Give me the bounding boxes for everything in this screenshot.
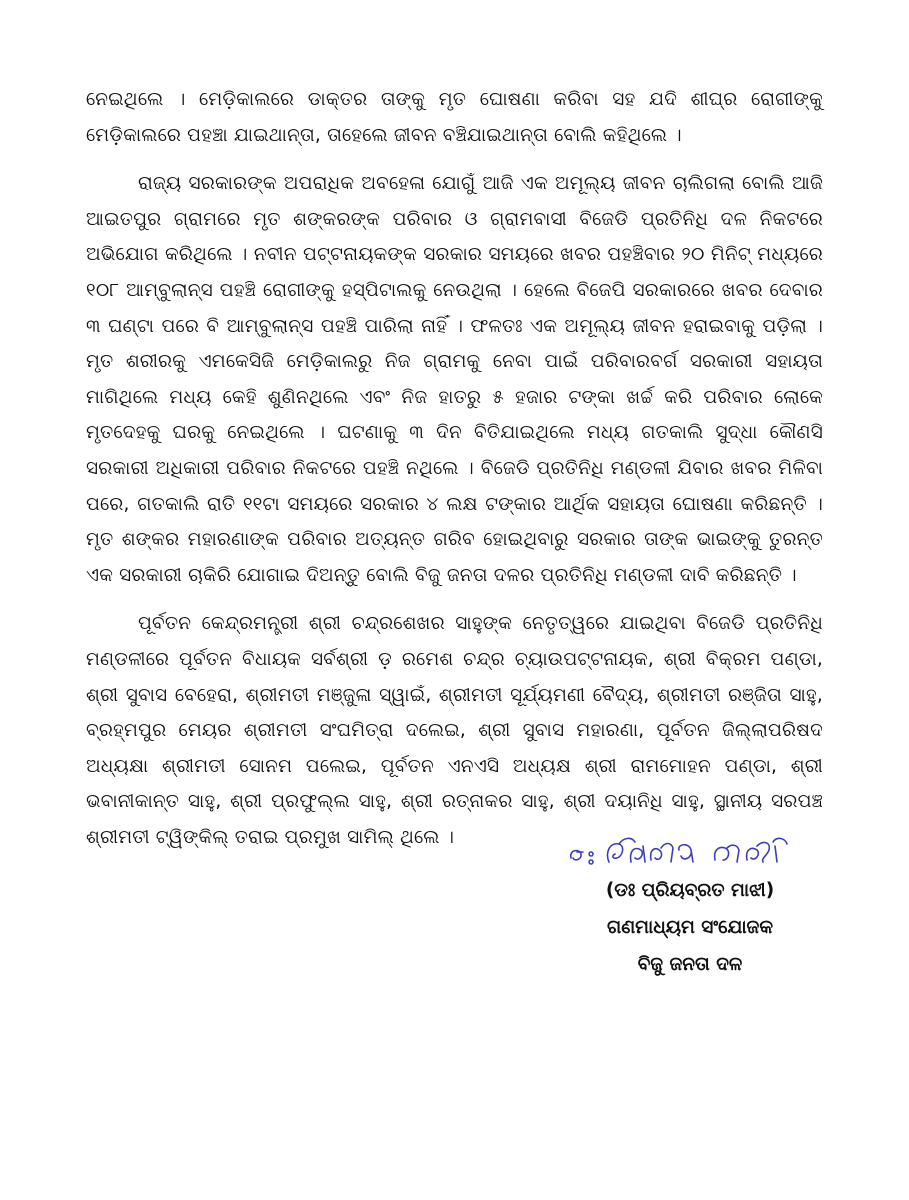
paragraph-main: ରାଜ୍ୟ ସରକାରଙ୍କ ଅପରାଧିକ ଅବହେଳା ଯୋଗୁଁ ଆଜି ଏକ ଅମୂଲ୍ୟ ଜୀବନ ଚାଲିଗଲା ବୋଲି ଆଜି ଆଇତପୁର ଗ୍ରାମରେ ମୃତ ଶଙ୍କରଙ୍କ ପରିବାର ଓ ଗ୍ରାମବାସୀ ବିଜେଡି ପ୍ରତିନିଧି ଦଳ ନିକଟରେ ଅଭିଯୋଗ କରିଥିଲେ । ନବୀନ ପଟ୍ଟନାୟକଙ୍କ ସରକାର ସମୟରେ ଖବର ପହଞ୍ଚିବାର ୨୦ ମିନିଟ୍ ମଧ୍ୟରେ ୧୦୮ ଆମ୍ବୁଲାନ୍ସ ପହଞ୍ଚି ରୋଗୀଙ୍କୁ ହସ୍ପିଟାଲକୁ ନେଉଥିଲା । ହେଲେ ବିଜେପି ସରକାରରେ ଖବର ଦେବାର ୩ ଘଣ୍ଟା ପରେ ବି ଆମ୍ବୁଲାନ୍ସ ପହଞ୍ଚି ପାରିଲା ନାହିଁ । ଫଳତଃ ଏକ ଅମୂଲ୍ୟ ଜୀବନ ହରାଇବାକୁ ପଡ଼ିଲା । ମୃତ ଶରୀରକୁ ଏମକେସିଜି ମେଡ଼ିକାଲରୁ ନିଜ ଗ୍ରାମକୁ ନେବା ପାଇଁ ପରିବାରବର୍ଗ ସରକାରୀ ସହାୟତା ମାଗିଥିଲେ ମଧ୍ୟ କେହି ଶୁଣିନଥିଲେ ଏବଂ ନିଜ ହାତରୁ ୫ ହଜାର ଟଙ୍କା ଖର୍ଚ୍ଚ କରି ପରିବାର ଲୋକେ ମୃତଦେହକୁ ଘରକୁ ନେଇଥିଲେ । ଘଟଣାକୁ ୩ ଦିନ ବିତିଯାଇଥିଲେ ମଧ୍ୟ ଗତକାଲି ସୁଦ୍ଧା କୌଣସି ସରକାରୀ ଅଧିକାରୀ ପରିବାର ନିକଟରେ ପହଞ୍ଚି ନଥିଲେ । ବିଜେଡି ପ୍ରତିନିଧି ମଣ୍ଡଳୀ ଯିବାର ଖବର ମିଳିବା ପରେ, ଗତକାଲି ରାତି ୧୧ଟା ସମୟରେ ସରକାର ୪ ଲକ୍ଷ ଟଙ୍କାର ଆର୍ଥିକ ସହାୟତା ଘୋଷଣା କରିଛନ୍ତି । ମୃତ ଶଙ୍କର ମହାରଣାଙ୍କ ପରିବାର ଅତ୍ୟନ୍ତ ଗରିବ ହୋଇଥିବାରୁ ସରକାର ତାଙ୍କ ଭାଇଙ୍କୁ ତୁରନ୍ତ ଏକ ସରକାରୀ ଚାକିରି ଯୋଗାଇ ଦିଅନ୍ତୁ ବୋଲି ବିଜୁ ଜନତା ଦଳର ପ୍ରତିନିଧି ମଣ୍ଡଳୀ ଦାବି କରିଛନ୍ତି । [86, 173, 823, 586]
handwritten-signature [565, 828, 795, 876]
signatory-block [560, 872, 820, 983]
signatory-name: (ଡଃ ପ୍ରିୟବ୍ରତ ମାଝୀ) [605, 880, 775, 901]
signatory-designation: ଗଣମାଧ୍ୟମ ସଂଯୋଜକ [606, 917, 774, 938]
signatory-organization: ବିଜୁ ଜନତା ଦଳ [637, 954, 743, 975]
paragraph-delegation: ପୂର୍ବତନ କେନ୍ଦ୍ରମନ୍ତ୍ରୀ ଶ୍ରୀ ଚନ୍ଦ୍ରଶେଖର ସାହୁଙ୍କ ନେତୃତ୍ୱରେ ଯାଇଥିବା ବିଜେଡି ପ୍ରତିନିଧି ମଣ୍ଡଳୀରେ ପୂର୍ବତନ ବିଧାୟକ ସର୍ବଶ୍ରୀ ଡ଼ ରମେଶ ଚନ୍ଦ୍ର ଚ୍ୟାଉପଟ୍ଟନାୟକ, ଶ୍ରୀ ବିକ୍ରମ ପଣ୍ଡା, ଶ୍ରୀ ସୁବାସ ବେହେରା, ଶ୍ରୀମତୀ ମଞ୍ଜୁଳା ସ୍ୱାଇଁ, ଶ୍ରୀମତୀ ସୂର୍ଯ୍ୟମଣୀ ବୈଦ୍ୟ, ଶ୍ରୀମତୀ ରଞ୍ଜିତା ସାହୁ, ବ୍ରହ୍ମପୁର ମେୟର ଶ୍ରୀମତୀ ସଂଘମିତ୍ରା ଦଲେଇ, ଶ୍ରୀ ସୁବାସ ମହାରଣା, ପୂର୍ବତନ ଜିଲ୍ଲାପରିଷଦ ଅଧ୍ୟକ୍ଷା ଶ୍ରୀମତୀ ସୋନମ ପଲେଇ, ପୂର୍ବତନ ଏନଏସି ଅଧ୍ୟକ୍ଷ ଶ୍ରୀ ରାମମୋହନ ପଣ୍ଡା, ଶ୍ରୀ ଭବାନୀକାନ୍ତ ସାହୁ, ଶ୍ରୀ ପ୍ରଫୁଲ୍ଲ ସାହୁ, ଶ୍ରୀ ରତ୍ନାକର ସାହୁ, ଶ୍ରୀ ଦୟାନିଧି ସାହୁ, ସ୍ଥାନୀୟ ସରପଞ୍ଚ ଶ୍ରୀମତୀ ଟ୍ୱିଙ୍କିଲ୍ ତରାଇ ପ୍ରମୁଖ ସାମିଲ୍ ଥିଲେ । [86, 613, 823, 848]
paragraph-opening: ନେଇଥିଲେ । ମେଡ଼ିକାଲରେ ଡାକ୍ତର ତାଙ୍କୁ ମୃତ ଘୋଷଣା କରିବା ସହ ଯଦି ଶୀଘ୍ର ରୋଗୀଙ୍କୁ ମେଡ଼ିକାଲରେ ପହଞ୍ଚା ଯାଇଥାନ୍ତା, ତାହେଲେ ଜୀବନ ବଞ୍ଚିଯାଇଥାନ୍ତା ବୋଲି କହିଥିଲେ । [86, 89, 823, 146]
